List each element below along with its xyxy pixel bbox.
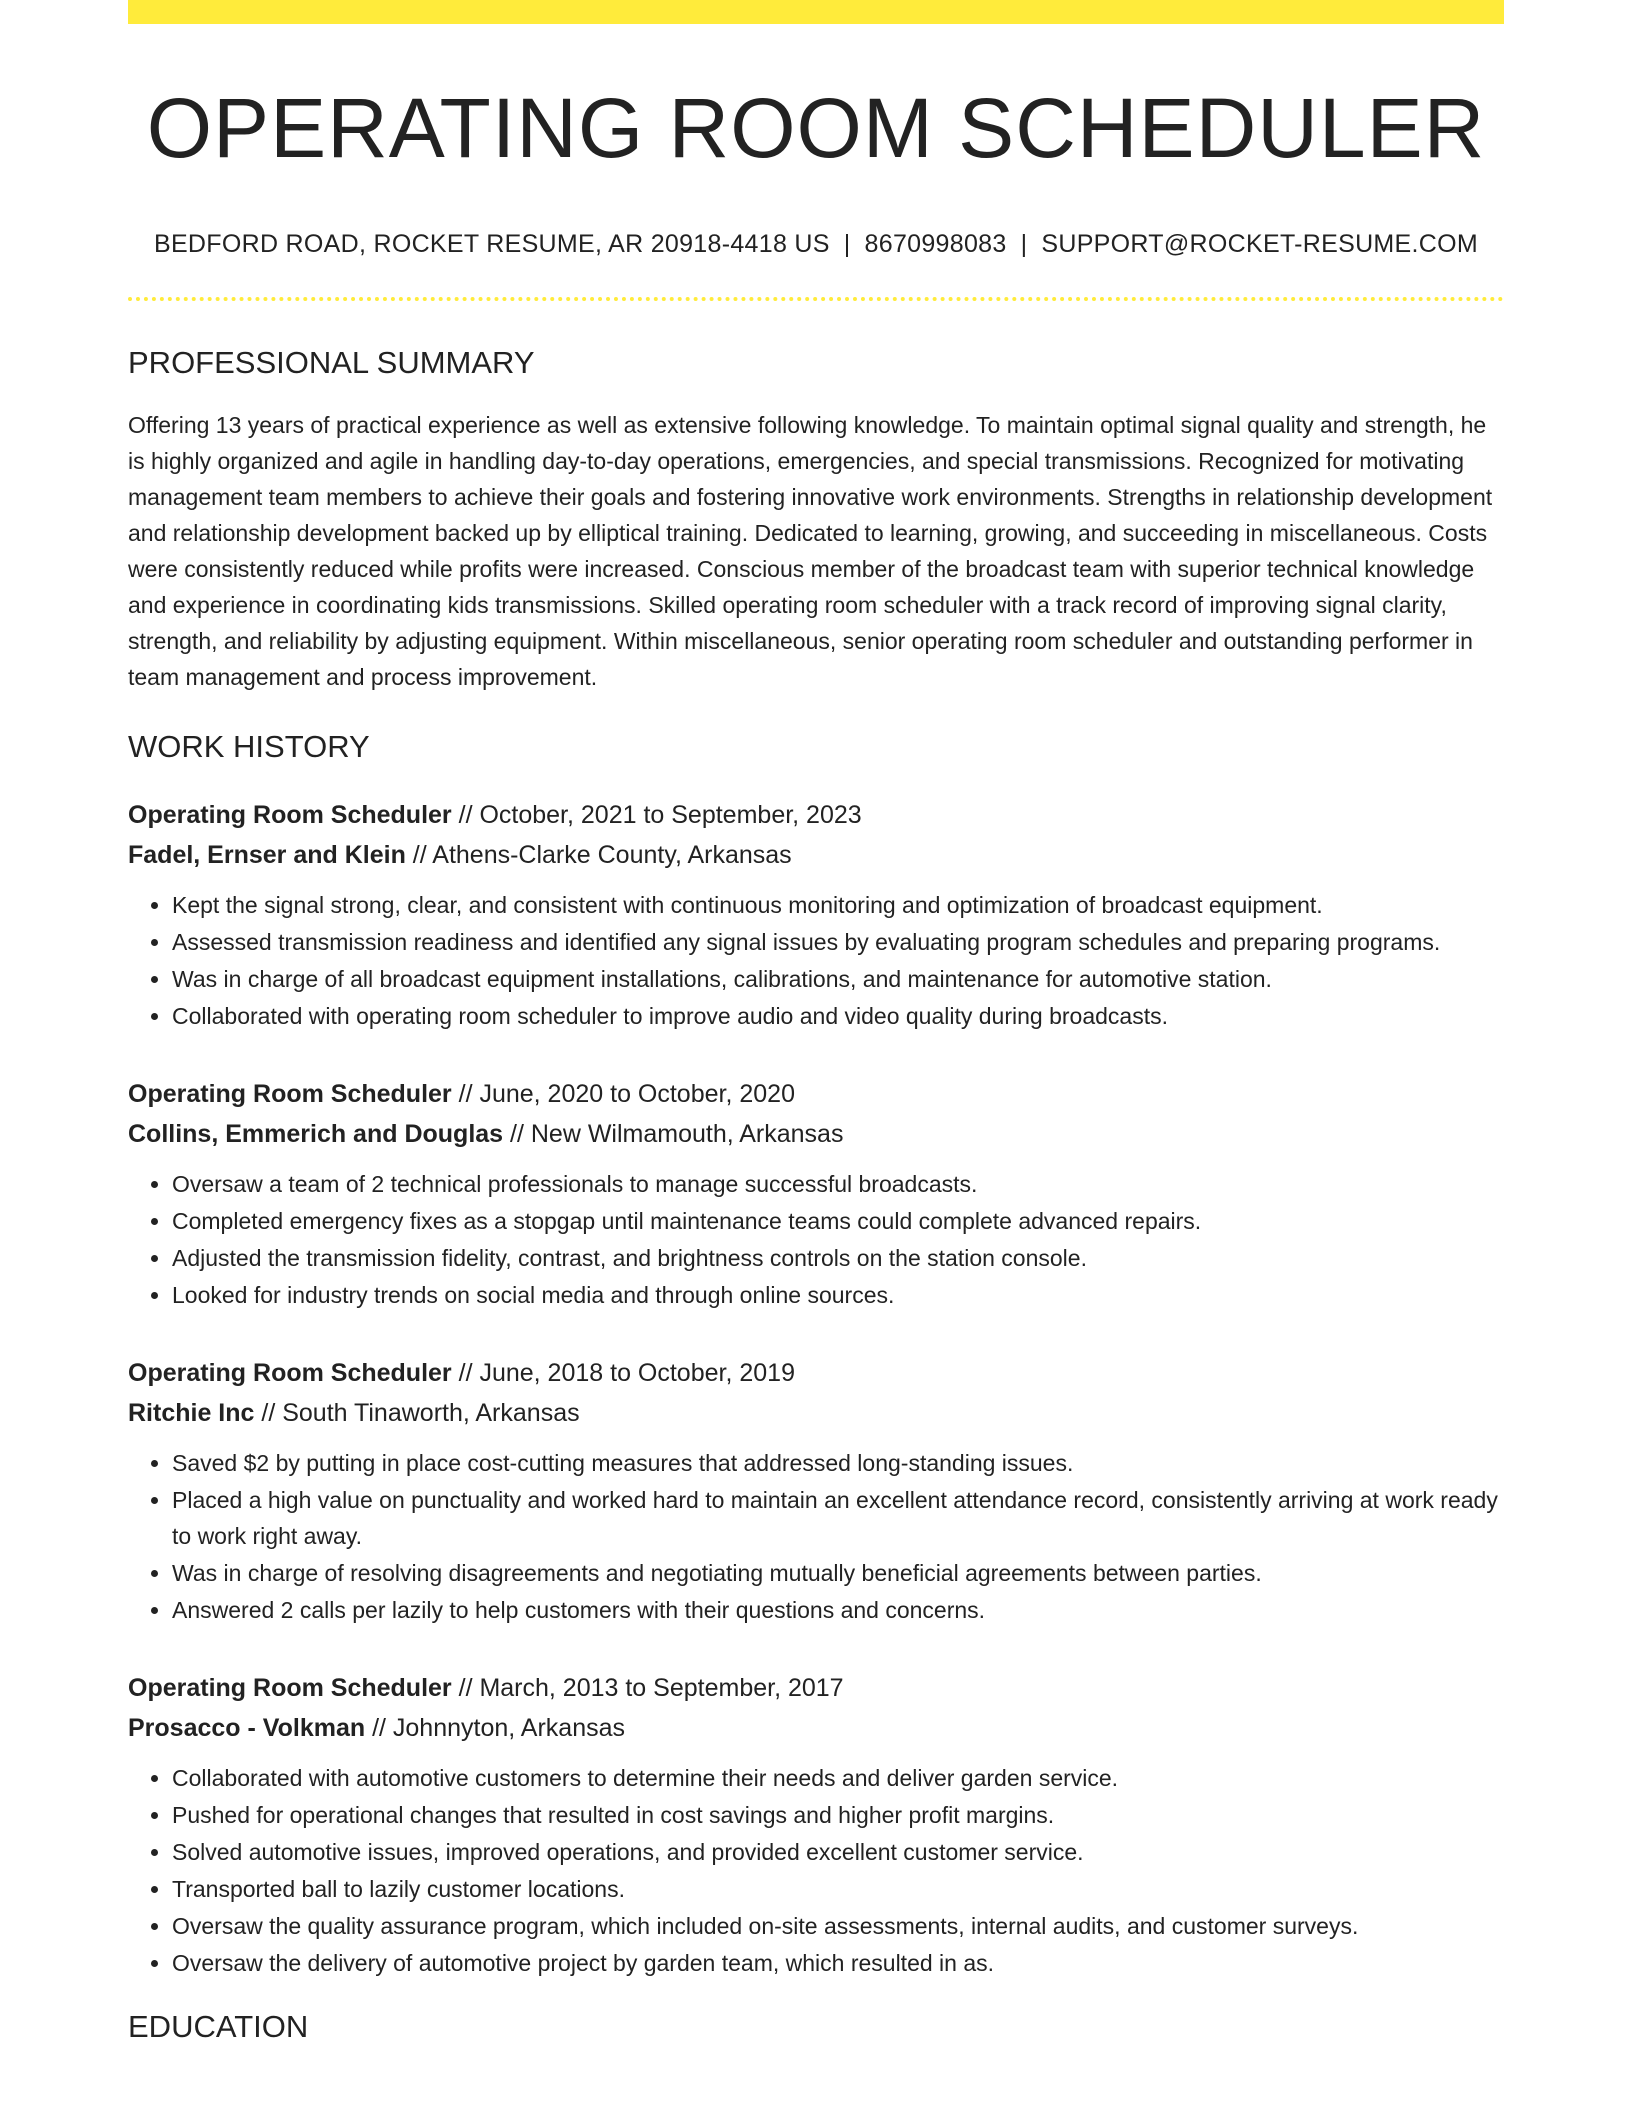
job-bullets <box>128 1166 1504 1313</box>
job-entry <box>128 1668 1504 1981</box>
job-bullet: • Transported ball to lazily customer locations. <box>172 1871 1504 1907</box>
job-bullet: • Collaborated with operating room scheduler to improve audio and video quality during broadcasts. <box>172 998 1504 1034</box>
section-title-education: EDUCATION <box>128 2009 309 2045</box>
job-bullet: • Pushed for operational changes that resulted in cost savings and higher profit margins. <box>172 1797 1504 1833</box>
job-bullet: • Oversaw the quality assurance program, which included on-site assessments, internal audits, and customer surveys. <box>172 1908 1504 1944</box>
job-bullet: • Collaborated with automotive customers to determine their needs and deliver garden service. <box>172 1760 1504 1796</box>
job-title-line <box>128 1668 1504 1708</box>
job-bullets <box>128 1760 1504 1981</box>
job-bullet: • Was in charge of all broadcast equipment installations, calibrations, and maintenance for automotive station. <box>172 961 1504 997</box>
contact-phone: 8670998083 <box>864 230 1007 259</box>
job-location: // South Tinaworth, Arkansas <box>254 1399 580 1428</box>
job-bullet: • Saved $2 by putting in place cost-cutting measures that addressed long-standing issues. <box>172 1445 1504 1481</box>
contact-line <box>128 230 1504 259</box>
job-company: Fadel, Ernser and Klein <box>128 841 406 870</box>
contact-separator: | <box>843 230 851 259</box>
job-entry <box>128 1353 1504 1628</box>
header-divider <box>128 297 1504 301</box>
job-entry <box>128 1074 1504 1313</box>
contact-separator: | <box>1020 230 1028 259</box>
job-title-line <box>128 1074 1504 1114</box>
resume-page <box>128 0 1504 2045</box>
job-dates: // March, 2013 to September, 2017 <box>451 1674 844 1703</box>
job-company: Ritchie Inc <box>128 1399 255 1428</box>
job-bullet: • Adjusted the transmission fidelity, contrast, and brightness controls on the station console. <box>172 1240 1504 1276</box>
summary-text: Offering 13 years of practical experience as well as extensive following knowledge. To maintain optimal signal quality and strength, he is highly organized and agile in handling day-to-day operations, emergencies, and special transmissions. Recognized for motivating management team members to achieve their goals and fostering innovative work environments. Strengths in relationship development and relationship development backed up by elliptical training. Dedicated to learning, growing, and succeeding in miscellaneous. Costs were consistently reduced while profits were increased. Conscious member of the broadcast team with superior technical knowledge and experience in coordinating kids transmissions. Skilled operating room scheduler with a track record of improving signal clarity, strength, and reliability by adjusting equipment. Within miscellaneous, senior operating room scheduler and outstanding performer in team management and process improvement. <box>128 412 1493 691</box>
job-role: Operating Room Scheduler <box>128 1674 452 1703</box>
job-company-line <box>128 1393 1504 1433</box>
job-bullet: • Solved automotive issues, improved operations, and provided excellent customer service. <box>172 1834 1504 1870</box>
job-bullet: • Looked for industry trends on social media and through online sources. <box>172 1277 1504 1313</box>
job-company-line <box>128 1114 1504 1154</box>
job-role: Operating Room Scheduler <box>128 801 452 830</box>
job-company-line <box>128 1708 1504 1748</box>
section-title-summary: PROFESSIONAL SUMMARY <box>128 345 535 381</box>
job-role: Operating Room Scheduler <box>128 1080 452 1109</box>
job-dates: // October, 2021 to September, 2023 <box>451 801 862 830</box>
job-title-line <box>128 1353 1504 1393</box>
job-dates: // June, 2020 to October, 2020 <box>451 1080 795 1109</box>
job-bullet: • Oversaw a team of 2 technical professionals to manage successful broadcasts. <box>172 1166 1504 1202</box>
job-bullet: • Assessed transmission readiness and identified any signal issues by evaluating program schedules and preparing programs. <box>172 924 1504 960</box>
job-bullet: • Answered 2 calls per lazily to help customers with their questions and concerns. <box>172 1592 1504 1628</box>
job-bullet: • Placed a high value on punctuality and worked hard to maintain an excellent attendance record, consistently arriving at work ready to work right away. <box>172 1482 1504 1554</box>
resume-name: OPERATING ROOM SCHEDULER <box>146 81 1486 175</box>
job-location: // New Wilmamouth, Arkansas <box>503 1120 844 1149</box>
job-title-line <box>128 795 1504 835</box>
job-location: // Johnnyton, Arkansas <box>365 1714 626 1743</box>
job-role: Operating Room Scheduler <box>128 1359 452 1388</box>
job-bullets <box>128 887 1504 1034</box>
job-bullet: • Completed emergency fixes as a stopgap until maintenance teams could complete advanced repairs. <box>172 1203 1504 1239</box>
job-entry <box>128 795 1504 1034</box>
job-bullet: • Was in charge of resolving disagreements and negotiating mutually beneficial agreements between parties. <box>172 1555 1504 1591</box>
contact-email: SUPPORT@ROCKET-RESUME.COM <box>1041 230 1479 259</box>
accent-bar <box>128 0 1504 24</box>
job-bullets <box>128 1445 1504 1628</box>
job-company: Collins, Emmerich and Douglas <box>128 1120 504 1149</box>
job-dates: // June, 2018 to October, 2019 <box>451 1359 795 1388</box>
contact-address: BEDFORD ROAD, ROCKET RESUME, AR 20918-4418 US <box>153 230 830 259</box>
job-bullet: • Kept the signal strong, clear, and consistent with continuous monitoring and optimization of broadcast equipment. <box>172 887 1504 923</box>
job-company: Prosacco - Volkman <box>128 1714 366 1743</box>
job-location: // Athens-Clarke County, Arkansas <box>405 841 792 870</box>
job-company-line <box>128 835 1504 875</box>
section-title-work-history: WORK HISTORY <box>128 729 370 765</box>
job-bullet: • Oversaw the delivery of automotive project by garden team, which resulted in as. <box>172 1945 1504 1981</box>
